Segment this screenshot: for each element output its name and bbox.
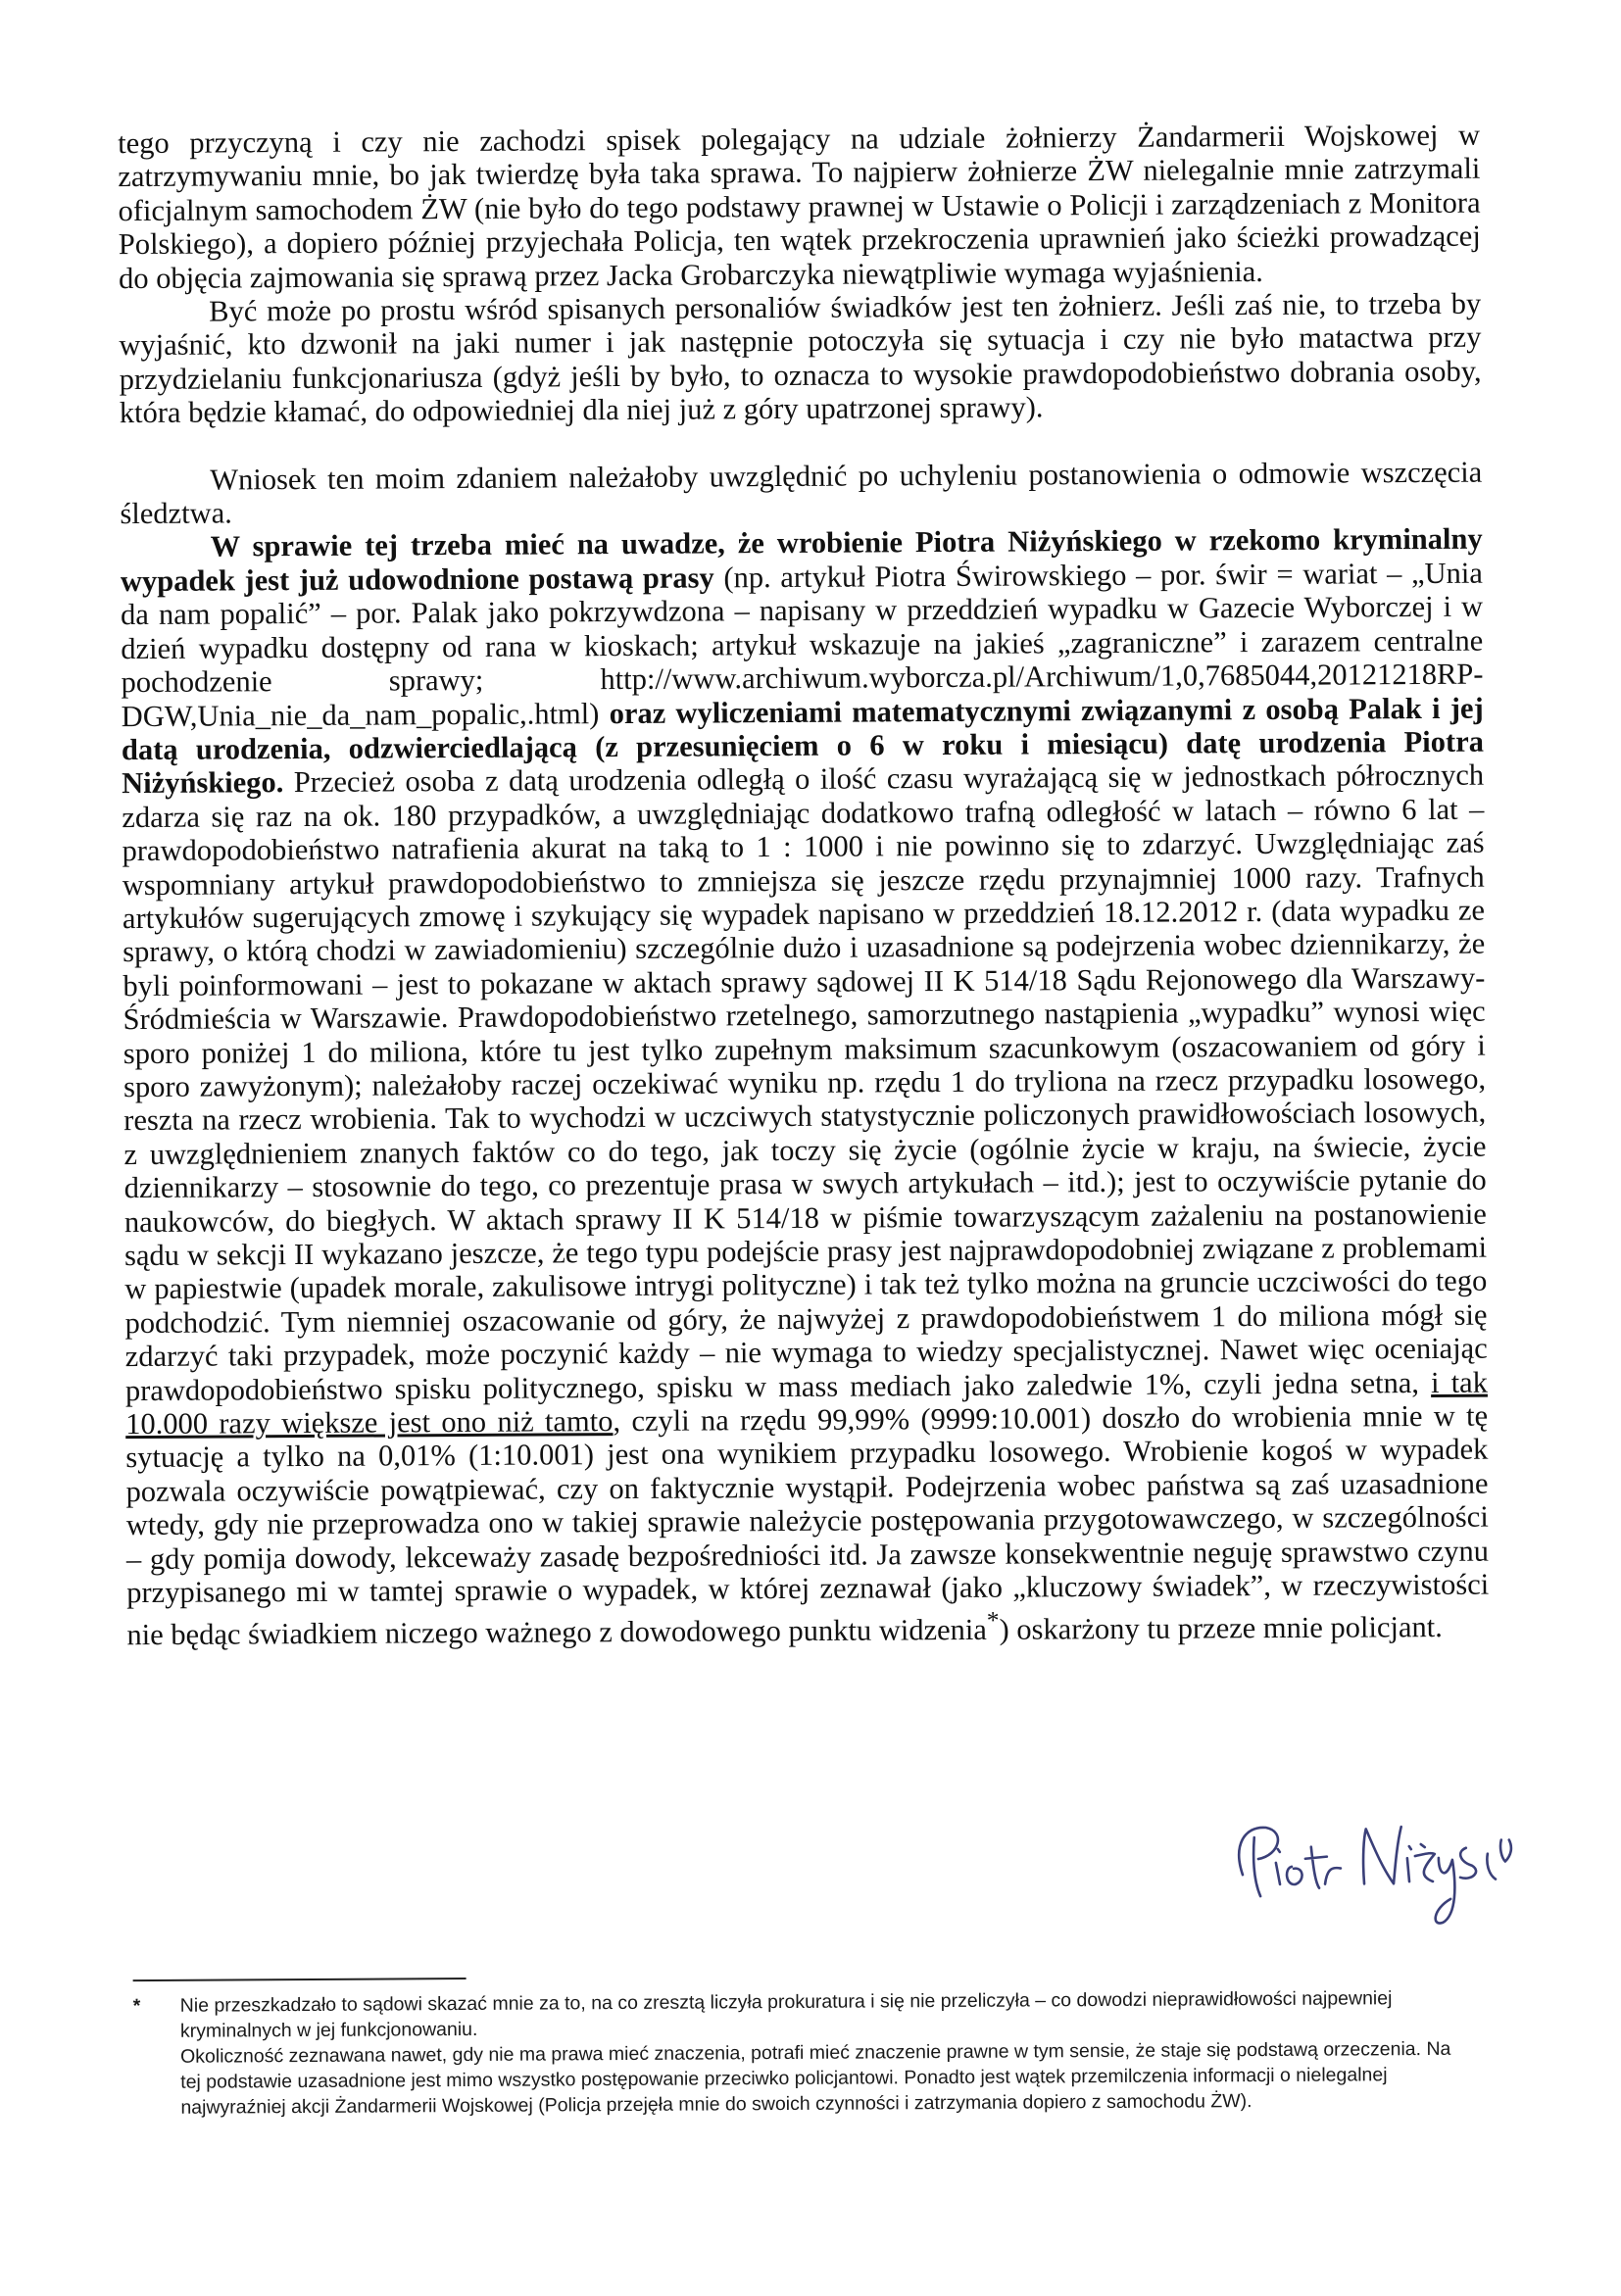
letter-body xyxy=(118,119,1489,1652)
paragraph-argument xyxy=(121,522,1490,1652)
handwritten-signature xyxy=(1215,1796,1530,1945)
footnote-body xyxy=(180,1985,1477,2121)
footnote-separator xyxy=(133,1978,467,1981)
footnote xyxy=(133,1985,1477,2121)
argument-text-3: , czyli na rzędu 99,99% (9999:10.001) doszło do wrobienia mnie w tę sytuację a tylko na 0,01% (1:10.001) jest ona wynikiem przypadku losowego. Wrobienie kogoś w wypadek pozwala oczywiście powątpiewać, czy on faktycznie wystąpił. Podejrzenia wobec państwa są zaś uzasadnione wtedy, gdy nie przeprowadza ono w takiej sprawie należycie postępowania przygotowawczego, w szczególności – gdy pomija dowody, lekceważy zasadę bezpośredniości itd. Ja zawsze konsekwentnie neguję sprawstwo czynu przypisanego mi w tamtej sprawie o wypadek, w której zeznawał (jako „kluczowy świadek”, w rzeczywistości nie będąc świadkiem niczego ważnego z dowodowego punktu widzenia xyxy=(125,1398,1490,1652)
footnote-row xyxy=(133,1985,1477,2121)
paragraph-witness: Być może po prostu wśród spisanych personaliów świadków jest ten żołnierz. Jeśli zaś nie, to trzeba by wyjaśnić, kto dzwonił na jaki numer i jak następnie potoczyła się sytuacja i czy nie było matactwa przy przydzielaniu funkcjonariusza (gdyż jeśli by było, to oznacza to wysokie prawdopodobieństwo dobrania osoby, która będzie kłamać, do odpowiedniej dla niej już z góry upatrzonej sprawy). xyxy=(119,286,1482,430)
bold-claim-2: oraz wyliczeniami matematycznymi związanymi z osobą Palak i jej datą urodzenia, odzwierciedlającą (z przesunięciem o 6 w roku i miesiącu) datę urodzenia Piotra Niżyńskiego. xyxy=(121,691,1485,801)
signature-stroke-p xyxy=(1239,1828,1278,1896)
footnote-mark: * xyxy=(132,1995,141,2018)
signature-stroke-iotr xyxy=(1276,1847,1341,1888)
bold-claim-1: W sprawie tej trzeba mieć na uwadze, że wrobienie Piotra Niżyńskiego w rzekomo kryminalny wypadek jest już udowodnione postawą prasy xyxy=(120,522,1483,599)
argument-text-2: Przecież osoba z datą urodzenia odległą o ilość czasu wyrażającą się w jednostkach półrocznych zdarza się raz na ok. 180 przypadków, a uwzględniając dodatkowo trafną odległość w latach – równo 6 lat – prawdopodobieństwo natrafienia akurat na taką to 1 : 1000 i nie powinno się to zdarzyć. Uwzględniając zaś wspomniany artykuł prawdopodobieństwo to zmniejsza się jeszcze rzędu przynajmniej 1000 razy. Trafnych artykułów sugerujących zmowę i szykujący się wypadek napisano w przeddzień 18.12.2012 r. (data wypadku ze sprawy, o którą chodzi w zawiadomieniu) szczególnie dużo i uzasadnione są podejrzenia wobec dziennikarzy, że byli poinformowani – jest to pokazane w aktach sprawy sądowej II K 514/18 Sądu Rejonowego dla Warszawy-Śródmieścia w Warszawie. Prawdopodobieństwo rzetelnego, samorzutnego nastąpienia „wypadku” wynosi więc sporo poniżej 1 do miliona, które tu jest tylko zupełnym maksimum szacunkowym (oszacowaniem od góry i sporo zawyżonym); należałoby raczej oczekiwać wyniku np. rzędu 1 do tryliona na rzecz przypadku losowego, reszta na rzecz wrobienia. Tak to wychodzi w uczciwych statystycznie policzonych prawidłowościach losowych, z uwzględnieniem znanych faktów co do tego, jak toczy się życie (ogólnie życie w kraju, na świecie, życie dziennikarzy – stosownie do tego, co prezentuje prasa w swych artykułach – itd.); jest to oczywiście pytanie do naukowców, do biegłych. W aktach sprawy II K 514/18 w piśmie towarzyszącym zażaleniu na postanowienie sądu w sekcji II wykazano jeszcze, że tego typu podejście prasy jest najprawdopodobniej związane z problemami w papiestwie (upadek morale, zakulisowe intrygi polityczne) i tak też tylko można na gruncie uczciwości do tego podchodzić. Tym niemniej oszacowanie od góry, że najwyżej z prawdopodobieństwem 1 do miliona mógł się zdarzyć taki przypadek, może poczynić każdy – nie wymaga to wiedzy specjalistycznej. Nawet więc oceniając prawdopodobieństwo spisku politycznego, spisku w mass mediach jako zaledwie 1%, czyli jedna setna, xyxy=(122,757,1488,1407)
paragraph-continuation: tego przyczyną i czy nie zachodzi spisek polegający na udziale żołnierzy Żandarmerii Wojskowej w zatrzymywaniu mnie, bo jak twierdzę była taka sprawa. To najpierw żołnierze ŻW nielegalnie mnie zatrzymali oficjalnym samochodem ŻW (nie było do tego podstawy prawnej w Ustawie o Policji i zarządzeniach z Monitora Polskiego), a dopiero później przyjechała Policja, ten wątek przekroczenia uprawnień jako ścieżki prowadzącej do objęcia zajmowania się sprawą przez Jacka Grobarczyka niewątpliwie wymaga wyjaśnienia. xyxy=(118,118,1481,295)
argument-text-1: (np. artykuł Piotra Świrowskiego – por. świr = wariat – „Unia da nam popalić” – por. Palak jako pokrzywdzona – napisany w przeddzień wypadku w Gazecie Wyborczej i w dzień wypadku dostępny od rana w kioskach; artykuł wskazuje na jakieś „zagraniczne” i zarazem centralne pochodzenie sprawy; http://www.archiwum.wyborcza.pl/Archiwum/1,0,7685044,20121218RP-DGW,Unia_nie_da_nam_popalic,.html) xyxy=(120,556,1484,733)
footnote-reference: * xyxy=(986,1607,1000,1636)
footnote-line-2: Okoliczność zeznawana nawet, gdy nie ma prawa mieć znaczenia, potrafi mieć znaczenie prawne w tym sensie, że staje się podstawą orzeczenia. Na tej podstawie uzasadnione jest mimo wszystko postępowanie przeciwko policjantowi. Ponadto jest wątek przemilczenia informacji o nielegalnej najwyraźniej akcji Żandarmerii Wojskowej (Policja przejęła mnie do swoich czynności i zatrzymania dopiero z samochodu ŻW). xyxy=(180,2037,1451,2119)
argument-text-4: ) oskarżony tu przeze mnie policjant. xyxy=(999,1610,1443,1647)
signature-stroke-n xyxy=(1363,1827,1401,1883)
signature-stroke-izynski xyxy=(1407,1839,1512,1923)
underlined-phrase: i tak 10.000 razy większe jest ono niż tamto xyxy=(125,1365,1488,1441)
paragraph-motion: Wniosek ten moim zdaniem należałoby uwzględnić po uchyleniu postanowienia o odmowie wszczęcia śledztwa. xyxy=(120,455,1483,531)
footnote-line-1: Nie przeszkadzało to sądowi skazać mnie za to, na co zresztą liczyła prokuratura i się nie przeliczyła – co dowodzi nieprawidłowości najpewniej kryminalnych w jej funkcjonowaniu. xyxy=(179,1987,1393,2042)
